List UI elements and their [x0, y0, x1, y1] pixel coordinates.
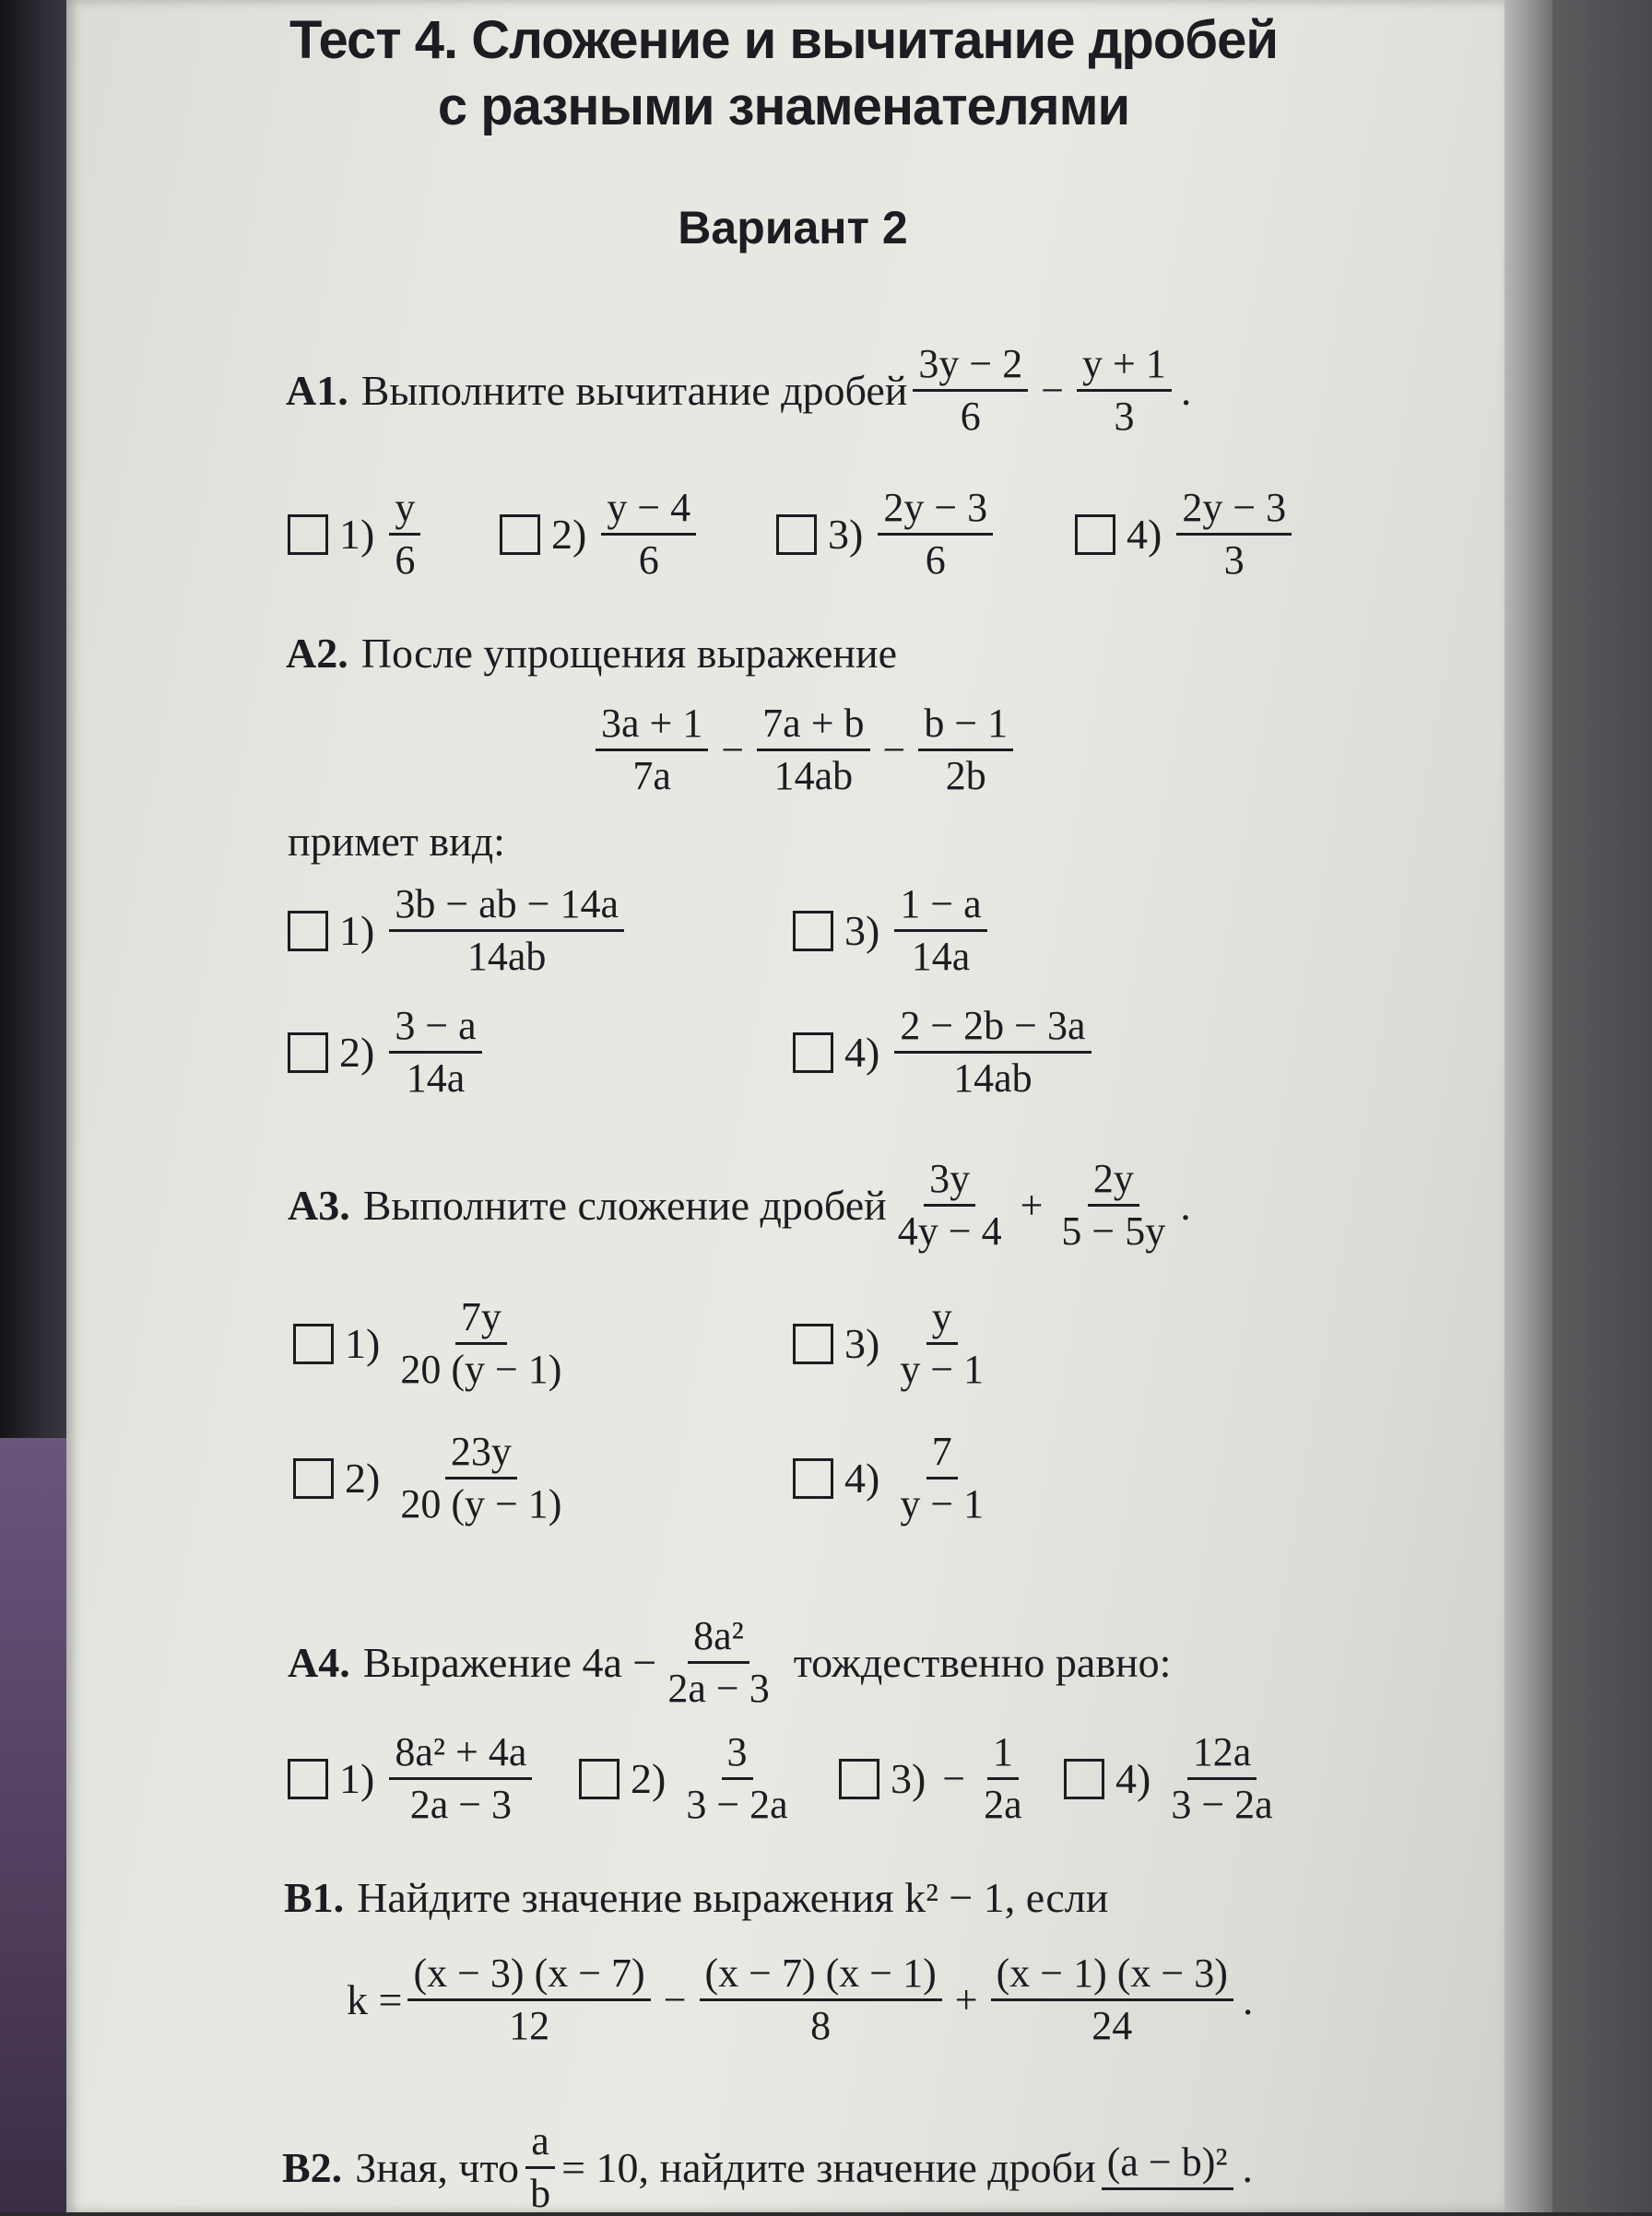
checkbox[interactable] — [579, 1759, 620, 1799]
checkbox[interactable] — [288, 1032, 328, 1073]
checkbox[interactable] — [1075, 514, 1115, 555]
page-title — [230, 7, 1337, 140]
answer-option-a3-1[interactable]: 1) $\frac{7y}{20 (y - 1)}$ — [293, 1296, 572, 1391]
answer-option-a2-2[interactable]: 2) $\frac{3 - a}{14a}$ — [288, 1005, 488, 1100]
fraction: $\frac{y + 1}{3}$ — [1077, 343, 1172, 438]
title-line-1: Тест 4. Сложение и вычитание дробей — [289, 10, 1278, 70]
question-b2: В2. Зная, что $\frac{a}{b}$ = 10, найдите значение дроби (a − b)² . — [282, 2118, 1254, 2216]
answer-option-a4-3[interactable]: 3) − $\frac{1}{2a}$ — [839, 1731, 1033, 1826]
a2-expression: $\frac{3a + 1}{7a}$ − $\frac{7a + b}{14ab}$ − $\frac{b - 1}{2b}$ — [590, 702, 1019, 797]
checkbox[interactable] — [1064, 1759, 1104, 1799]
answer-option-a3-2[interactable]: 2) $\frac{23y}{20 (y - 1)}$ — [293, 1431, 572, 1526]
checkbox[interactable] — [793, 1324, 833, 1364]
answer-option-a1-4[interactable]: 4) $\frac{2y - 3}{3}$ — [1075, 487, 1297, 582]
checkbox[interactable] — [293, 1324, 334, 1364]
variant-heading: Вариант 2 — [678, 202, 908, 253]
title-line-2: с разными знаменателями — [437, 77, 1130, 136]
checkbox[interactable] — [793, 1458, 833, 1499]
checkbox[interactable] — [288, 911, 328, 951]
question-label: А1. — [286, 367, 348, 415]
question-label: А3. — [288, 1182, 350, 1230]
question-label: В2. — [282, 2144, 343, 2192]
page-edge-right — [1504, 0, 1552, 2212]
book-cover-right — [1552, 0, 1652, 2212]
question-a1: А1. Выполните вычитание дробей $\frac{3y - 2}{6}$ − $\frac{y + 1}{3}$ . — [286, 341, 1192, 440]
a2-after-text: примет вид: — [288, 818, 505, 865]
question-text: После упрощения выражение — [360, 630, 898, 677]
question-text: Выполните сложение дробей — [362, 1182, 887, 1230]
checkbox[interactable] — [793, 1032, 833, 1073]
question-text: Выражение 4a − — [362, 1639, 657, 1687]
question-label: А4. — [288, 1639, 350, 1687]
b1-expression: k = $\frac{(x - 3) (x - 7)}{12}$ − $\frac{(x - 7) (x - 1)}{8}$ + $\frac{(x - 1) (x - 3)}{24}$ . — [347, 1951, 1254, 2049]
checkbox[interactable] — [839, 1759, 879, 1799]
answer-option-a1-2[interactable]: 2) $\frac{y - 4}{6}$ — [500, 487, 702, 582]
answer-option-a4-4[interactable]: 4) $\frac{12a}{3 - 2a}$ — [1064, 1731, 1284, 1826]
question-text: Найдите значение выражения k² − 1, если — [357, 1874, 1109, 1921]
question-label: В1. — [284, 1874, 345, 1921]
answer-option-a1-3[interactable]: 3) $\frac{2y - 3}{6}$ — [776, 487, 998, 582]
answer-option-a2-3[interactable]: 3) $\frac{1 - a}{14a}$ — [793, 883, 993, 978]
checkbox[interactable] — [776, 514, 817, 555]
question-label: А2. — [286, 630, 348, 677]
answer-option-a3-3[interactable]: 3) $\frac{y}{y - 1}$ — [793, 1296, 995, 1391]
checkbox[interactable] — [793, 911, 833, 951]
question-a3: А3. Выполните сложение дробей $\frac{3y}{4y - 4}$ + $\frac{2y}{5 - 5y}$ . — [288, 1156, 1191, 1255]
answer-option-a4-1[interactable]: 1) $\frac{\text{8a² + 4a}}{2a - 3}$ — [288, 1731, 537, 1826]
fraction: $\frac{3y - 2}{6}$ — [913, 343, 1028, 438]
answer-option-a1-1[interactable]: 1) $\frac{y}{6}$ — [288, 487, 426, 582]
checkbox[interactable] — [500, 514, 540, 555]
answer-option-a4-2[interactable]: 2) $\frac{3}{3 - 2a}$ — [579, 1731, 799, 1826]
answer-option-a2-4[interactable]: 4) $\frac{2 - 2b - 3a}{14ab}$ — [793, 1005, 1097, 1100]
question-b1 — [284, 1873, 1108, 1922]
checkbox[interactable] — [288, 514, 328, 555]
checkbox[interactable] — [293, 1458, 334, 1499]
background-cloth — [0, 1438, 72, 2212]
question-text: Выполните вычитание дробей — [360, 367, 908, 415]
answer-option-a2-1[interactable]: 1) $\frac{3b - ab - 14a}{14ab}$ — [288, 883, 630, 978]
answer-option-a3-4[interactable]: 4) $\frac{7}{y - 1}$ — [793, 1431, 995, 1526]
question-a4: А4. Выражение 4a − $\frac{\text{8a²}}{2a - 3}$ тождественно равно: — [288, 1613, 1172, 1712]
checkbox[interactable] — [288, 1759, 328, 1799]
question-a2 — [286, 629, 897, 678]
